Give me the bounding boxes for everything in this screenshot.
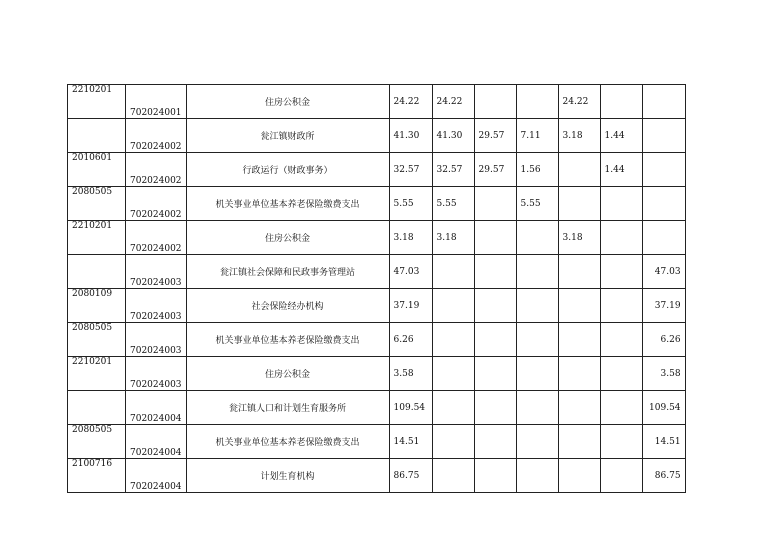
item-name-cell: 住房公积金 bbox=[186, 85, 389, 119]
unit-code-cell: 702024002 bbox=[126, 187, 187, 221]
project-cell bbox=[642, 119, 685, 153]
project-cell bbox=[642, 153, 685, 187]
unit-code-cell: 702024004 bbox=[126, 459, 187, 493]
total-cell: 14.51 bbox=[389, 425, 432, 459]
capital-cell bbox=[600, 221, 642, 255]
goods-services-cell bbox=[516, 85, 558, 119]
basic-cell: 32.57 bbox=[432, 153, 474, 187]
function-code-cell bbox=[68, 119, 126, 153]
item-name-cell: 机关事业单位基本养老保险缴费支出 bbox=[186, 323, 389, 357]
total-cell: 3.58 bbox=[389, 357, 432, 391]
project-cell bbox=[642, 85, 685, 119]
goods-services-cell bbox=[516, 289, 558, 323]
unit-code-cell: 702024004 bbox=[126, 425, 187, 459]
wages-cell bbox=[474, 85, 516, 119]
wages-cell bbox=[474, 289, 516, 323]
project-cell: 6.26 bbox=[642, 323, 685, 357]
total-cell: 24.22 bbox=[389, 85, 432, 119]
table-row bbox=[68, 391, 686, 425]
basic-cell: 24.22 bbox=[432, 85, 474, 119]
item-name-cell: 社会保险经办机构 bbox=[186, 289, 389, 323]
capital-cell bbox=[600, 323, 642, 357]
capital-cell bbox=[600, 357, 642, 391]
budget-table-body bbox=[68, 85, 686, 493]
personal-cell: 3.18 bbox=[558, 221, 600, 255]
function-code-cell: 2210201 bbox=[68, 357, 126, 391]
personal-cell bbox=[558, 153, 600, 187]
unit-code-cell: 702024001 bbox=[126, 85, 187, 119]
unit-code-cell: 702024003 bbox=[126, 289, 187, 323]
capital-cell bbox=[600, 289, 642, 323]
table-row bbox=[68, 85, 686, 119]
goods-services-cell: 5.55 bbox=[516, 187, 558, 221]
item-name-cell: 住房公积金 bbox=[186, 221, 389, 255]
function-code-cell: 2080505 bbox=[68, 425, 126, 459]
unit-code-cell: 702024002 bbox=[126, 221, 187, 255]
goods-services-cell: 7.11 bbox=[516, 119, 558, 153]
item-name-cell: 行政运行（财政事务） bbox=[186, 153, 389, 187]
item-name-cell: 机关事业单位基本养老保险缴费支出 bbox=[186, 425, 389, 459]
goods-services-cell bbox=[516, 391, 558, 425]
personal-cell: 24.22 bbox=[558, 85, 600, 119]
wages-cell bbox=[474, 323, 516, 357]
personal-cell bbox=[558, 255, 600, 289]
function-code-cell: 2080505 bbox=[68, 187, 126, 221]
wages-cell: 29.57 bbox=[474, 153, 516, 187]
wages-cell bbox=[474, 425, 516, 459]
item-name-cell: 瓮江镇人口和计划生育服务所 bbox=[186, 391, 389, 425]
table-row bbox=[68, 153, 686, 187]
table-row bbox=[68, 119, 686, 153]
basic-cell bbox=[432, 357, 474, 391]
function-code-cell: 2080109 bbox=[68, 289, 126, 323]
project-cell: 14.51 bbox=[642, 425, 685, 459]
total-cell: 41.30 bbox=[389, 119, 432, 153]
item-name-cell: 住房公积金 bbox=[186, 357, 389, 391]
goods-services-cell bbox=[516, 459, 558, 493]
personal-cell bbox=[558, 289, 600, 323]
unit-code-cell: 702024003 bbox=[126, 255, 187, 289]
personal-cell: 3.18 bbox=[558, 119, 600, 153]
capital-cell: 1.44 bbox=[600, 119, 642, 153]
unit-code-cell: 702024004 bbox=[126, 391, 187, 425]
function-code-cell bbox=[68, 391, 126, 425]
capital-cell bbox=[600, 187, 642, 221]
table-row bbox=[68, 221, 686, 255]
project-cell: 37.19 bbox=[642, 289, 685, 323]
wages-cell bbox=[474, 255, 516, 289]
goods-services-cell: 1.56 bbox=[516, 153, 558, 187]
total-cell: 6.26 bbox=[389, 323, 432, 357]
function-code-cell bbox=[68, 255, 126, 289]
function-code-cell: 2210201 bbox=[68, 221, 126, 255]
wages-cell bbox=[474, 187, 516, 221]
table-row bbox=[68, 357, 686, 391]
table-row bbox=[68, 187, 686, 221]
goods-services-cell bbox=[516, 255, 558, 289]
wages-cell: 29.57 bbox=[474, 119, 516, 153]
project-cell bbox=[642, 187, 685, 221]
project-cell bbox=[642, 221, 685, 255]
total-cell: 109.54 bbox=[389, 391, 432, 425]
wages-cell bbox=[474, 459, 516, 493]
table-row bbox=[68, 289, 686, 323]
wages-cell bbox=[474, 221, 516, 255]
personal-cell bbox=[558, 459, 600, 493]
table-row bbox=[68, 459, 686, 493]
item-name-cell: 瓮江镇社会保障和民政事务管理站 bbox=[186, 255, 389, 289]
capital-cell bbox=[600, 459, 642, 493]
total-cell: 3.18 bbox=[389, 221, 432, 255]
unit-code-cell: 702024003 bbox=[126, 323, 187, 357]
goods-services-cell bbox=[516, 357, 558, 391]
function-code-cell: 2100716 bbox=[68, 459, 126, 493]
personal-cell bbox=[558, 357, 600, 391]
unit-code-cell: 702024002 bbox=[126, 119, 187, 153]
total-cell: 47.03 bbox=[389, 255, 432, 289]
basic-cell bbox=[432, 459, 474, 493]
total-cell: 5.55 bbox=[389, 187, 432, 221]
function-code-cell: 2080505 bbox=[68, 323, 126, 357]
basic-cell: 41.30 bbox=[432, 119, 474, 153]
capital-cell: 1.44 bbox=[600, 153, 642, 187]
item-name-cell: 计划生育机构 bbox=[186, 459, 389, 493]
item-name-cell: 机关事业单位基本养老保险缴费支出 bbox=[186, 187, 389, 221]
basic-cell: 3.18 bbox=[432, 221, 474, 255]
personal-cell bbox=[558, 187, 600, 221]
project-cell: 3.58 bbox=[642, 357, 685, 391]
function-code-cell: 2010601 bbox=[68, 153, 126, 187]
budget-table bbox=[67, 84, 686, 493]
item-name-cell: 瓮江镇财政所 bbox=[186, 119, 389, 153]
basic-cell bbox=[432, 391, 474, 425]
goods-services-cell bbox=[516, 323, 558, 357]
table-row bbox=[68, 255, 686, 289]
capital-cell bbox=[600, 85, 642, 119]
basic-cell bbox=[432, 289, 474, 323]
unit-code-cell: 702024002 bbox=[126, 153, 187, 187]
basic-cell bbox=[432, 323, 474, 357]
goods-services-cell bbox=[516, 425, 558, 459]
basic-cell bbox=[432, 425, 474, 459]
project-cell: 86.75 bbox=[642, 459, 685, 493]
unit-code-cell: 702024003 bbox=[126, 357, 187, 391]
personal-cell bbox=[558, 425, 600, 459]
wages-cell bbox=[474, 357, 516, 391]
table-row bbox=[68, 425, 686, 459]
personal-cell bbox=[558, 391, 600, 425]
total-cell: 32.57 bbox=[389, 153, 432, 187]
basic-cell bbox=[432, 255, 474, 289]
total-cell: 37.19 bbox=[389, 289, 432, 323]
goods-services-cell bbox=[516, 221, 558, 255]
function-code-cell: 2210201 bbox=[68, 85, 126, 119]
wages-cell bbox=[474, 391, 516, 425]
total-cell: 86.75 bbox=[389, 459, 432, 493]
table-row bbox=[68, 323, 686, 357]
personal-cell bbox=[558, 323, 600, 357]
basic-cell: 5.55 bbox=[432, 187, 474, 221]
capital-cell bbox=[600, 391, 642, 425]
project-cell: 109.54 bbox=[642, 391, 685, 425]
capital-cell bbox=[600, 255, 642, 289]
project-cell: 47.03 bbox=[642, 255, 685, 289]
capital-cell bbox=[600, 425, 642, 459]
